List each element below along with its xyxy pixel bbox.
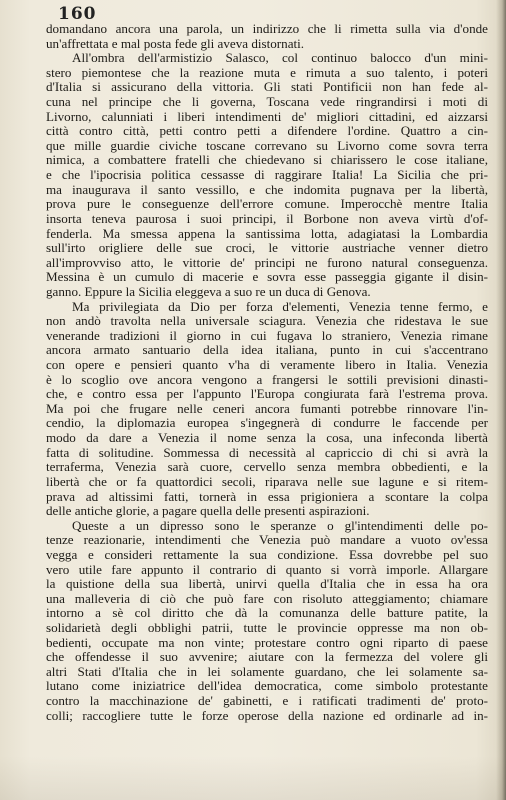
text-line: tenze reazionarie, intendimenti che Venezia può mandare a vuoto ov'essa bbox=[46, 533, 488, 548]
text-line: cendio, la diplomazia europea s'ingegnerà di condurre le faccende per bbox=[46, 416, 488, 431]
text-line: colli; raccogliere tutte le forze operose della nazione ed ordinarle ad in- bbox=[46, 708, 488, 723]
text-line: domandano ancora una parola, un indirizzo che li rimetta sulla via d'onde bbox=[46, 22, 488, 36]
text-line: vero utile fare appunto il contrario di quanto si vorrà imporle. Allargare bbox=[46, 562, 488, 577]
text-line: fatta di solitudine. Sommessa di necessità al capriccio di chi si avrà la bbox=[46, 445, 488, 460]
text-line: d'Italia si assicurano della vittoria. Gli stati Pontificii non han fede al- bbox=[46, 80, 488, 95]
text-line: Queste a un dipresso sono le speranze o gl'intendimenti delle po- bbox=[72, 518, 488, 533]
text-line: con opere e pensieri quanto v'ha di veramente libero in Italia. Venezia bbox=[46, 358, 488, 373]
text-line: delle antiche glorie, a pagare quella delle presenti aspirazioni. bbox=[46, 504, 370, 519]
text-line: libertà che or fa quattordici secoli, riparava nelle sue lagune e si ritem- bbox=[46, 474, 488, 489]
text-line: All'ombra dell'armistizio Salasco, col continuo balocco d'un mini- bbox=[72, 51, 488, 66]
text-line: solidarietà degli obblighi patrii, tutte le provincie oppresse ma non ob- bbox=[46, 620, 488, 635]
text-line: lutano come iniziatrice dell'idea democratica, come simbolo protestante bbox=[46, 679, 488, 694]
page-edge-shadow bbox=[496, 0, 506, 800]
text-line: Livorno, calunniati i liberi intendimenti de' migliori cittadini, ed aizzarsi bbox=[46, 109, 488, 124]
text-line: prava ad altissimi fatti, tornerà in essa prigioniera a scontare la colpa bbox=[46, 489, 488, 504]
text-line: ancora armato santuario della idea italiana, punto in cui s'accentrano bbox=[46, 343, 488, 358]
text-line: città contro città, petti contro petti a difendere l'ordine. Quattro a cin- bbox=[46, 124, 488, 139]
body-text bbox=[46, 22, 488, 723]
text-line: bedienti, occupate ma non vinte; protestare contro ogni riparto di paese bbox=[46, 635, 488, 650]
text-line: insorta teneva paurosa i suoi principi, il Borbone non aveva virtù d'of- bbox=[46, 211, 488, 226]
text-line: prova pure le conseguenze dell'errore comune. Imperocchè mentre Italia bbox=[46, 197, 488, 212]
text-line: altri Stati d'Italia che in lei solamente guardano, che lei solamente sa- bbox=[46, 664, 488, 679]
text-line: una malleveria di ciò che può fare con risoluto atteggiamento; chiamare bbox=[46, 591, 488, 606]
text-line: terraferma, Venezia sarà cuore, cervello senza membra obbedienti, e la bbox=[46, 460, 488, 475]
text-line: è lo scoglio ove ancora vengono a frangersi le sottili previsioni dinasti- bbox=[46, 372, 488, 387]
text-line: fenderla. Ma smessa appena la santissima lotta, adagiatasi la Lombardia bbox=[46, 226, 488, 241]
text-line: non andò travolta nella universale sciagura. Venezia che ridestava le sue bbox=[46, 314, 488, 329]
text-line: intorno a sè col diritto che dà la comunanza delle batture patite, la bbox=[46, 606, 488, 621]
text-line: stero piemontese che la reazione muta e rimuta a suo talento, i poteri bbox=[46, 65, 488, 80]
text-line: modo da dare a Venezia il nome senza la cosa, una infeconda libertà bbox=[46, 431, 488, 446]
text-line: vegga e consideri rettamente la sua condizione. Essa dovrebbe pel suo bbox=[46, 547, 488, 562]
text-line: sull'irto origliere delle sue croci, le vittorie austriache venner dietro bbox=[46, 241, 488, 256]
text-line: contro la macchinazione de' gabinetti, e i ratificati tradimenti de' proto- bbox=[46, 694, 488, 709]
text-line: Ma privilegiata da Dio per forza d'elementi, Venezia tenne fermo, e bbox=[72, 299, 488, 314]
text-line: all'improvviso atto, le vittorie de' principi ne furono natural conseguenza. bbox=[46, 255, 488, 270]
text-line: Ma poi che frugare nelle ceneri ancora fumanti potrebbe rinnovare l'in- bbox=[46, 401, 488, 416]
page-number: 160 bbox=[58, 4, 97, 24]
text-line: ganno. Eppure la Sicilia eleggeva a suo re un duca di Genova. bbox=[46, 284, 371, 299]
text-line: nimica, a combattere fratelli che chiedevano si chiarissero le cose italiane, bbox=[46, 153, 488, 168]
text-line: la quistione della sua libertà, unirvi quella d'Italia che in essa ha ora bbox=[46, 577, 488, 592]
text-line: che, e contro essa per l'appunto l'Europa congiurata farà l'estrema prova. bbox=[46, 387, 488, 402]
text-line: che offendesse il suo avvenire; aiutare con la fermezza del volere gli bbox=[46, 650, 488, 665]
text-line: venerande tradizioni il giorno in cui fugava lo straniero, Venezia rimane bbox=[46, 328, 488, 343]
text-line: e che l'ipocrisia politica cessasse di raggirare Italia! La Sicilia che pri- bbox=[46, 168, 488, 183]
text-line: ma inaugurava il santo vessillo, e che indomita pugnava per la libertà, bbox=[46, 182, 488, 197]
text-line: Messina è un cumulo di macerie e sovra esse passeggia gigante il disin- bbox=[46, 270, 488, 285]
text-line: que mille guardie civiche toscane correvano su Livorno come sovra terra bbox=[46, 138, 488, 153]
page-shadow-bottom bbox=[0, 756, 506, 800]
text-line: un'affrettata e mal posta fede gli aveva distornati. bbox=[46, 36, 305, 51]
text-line: cuna nel principe che li governa, Toscana vede ringrandirsi i moti di bbox=[46, 95, 488, 110]
